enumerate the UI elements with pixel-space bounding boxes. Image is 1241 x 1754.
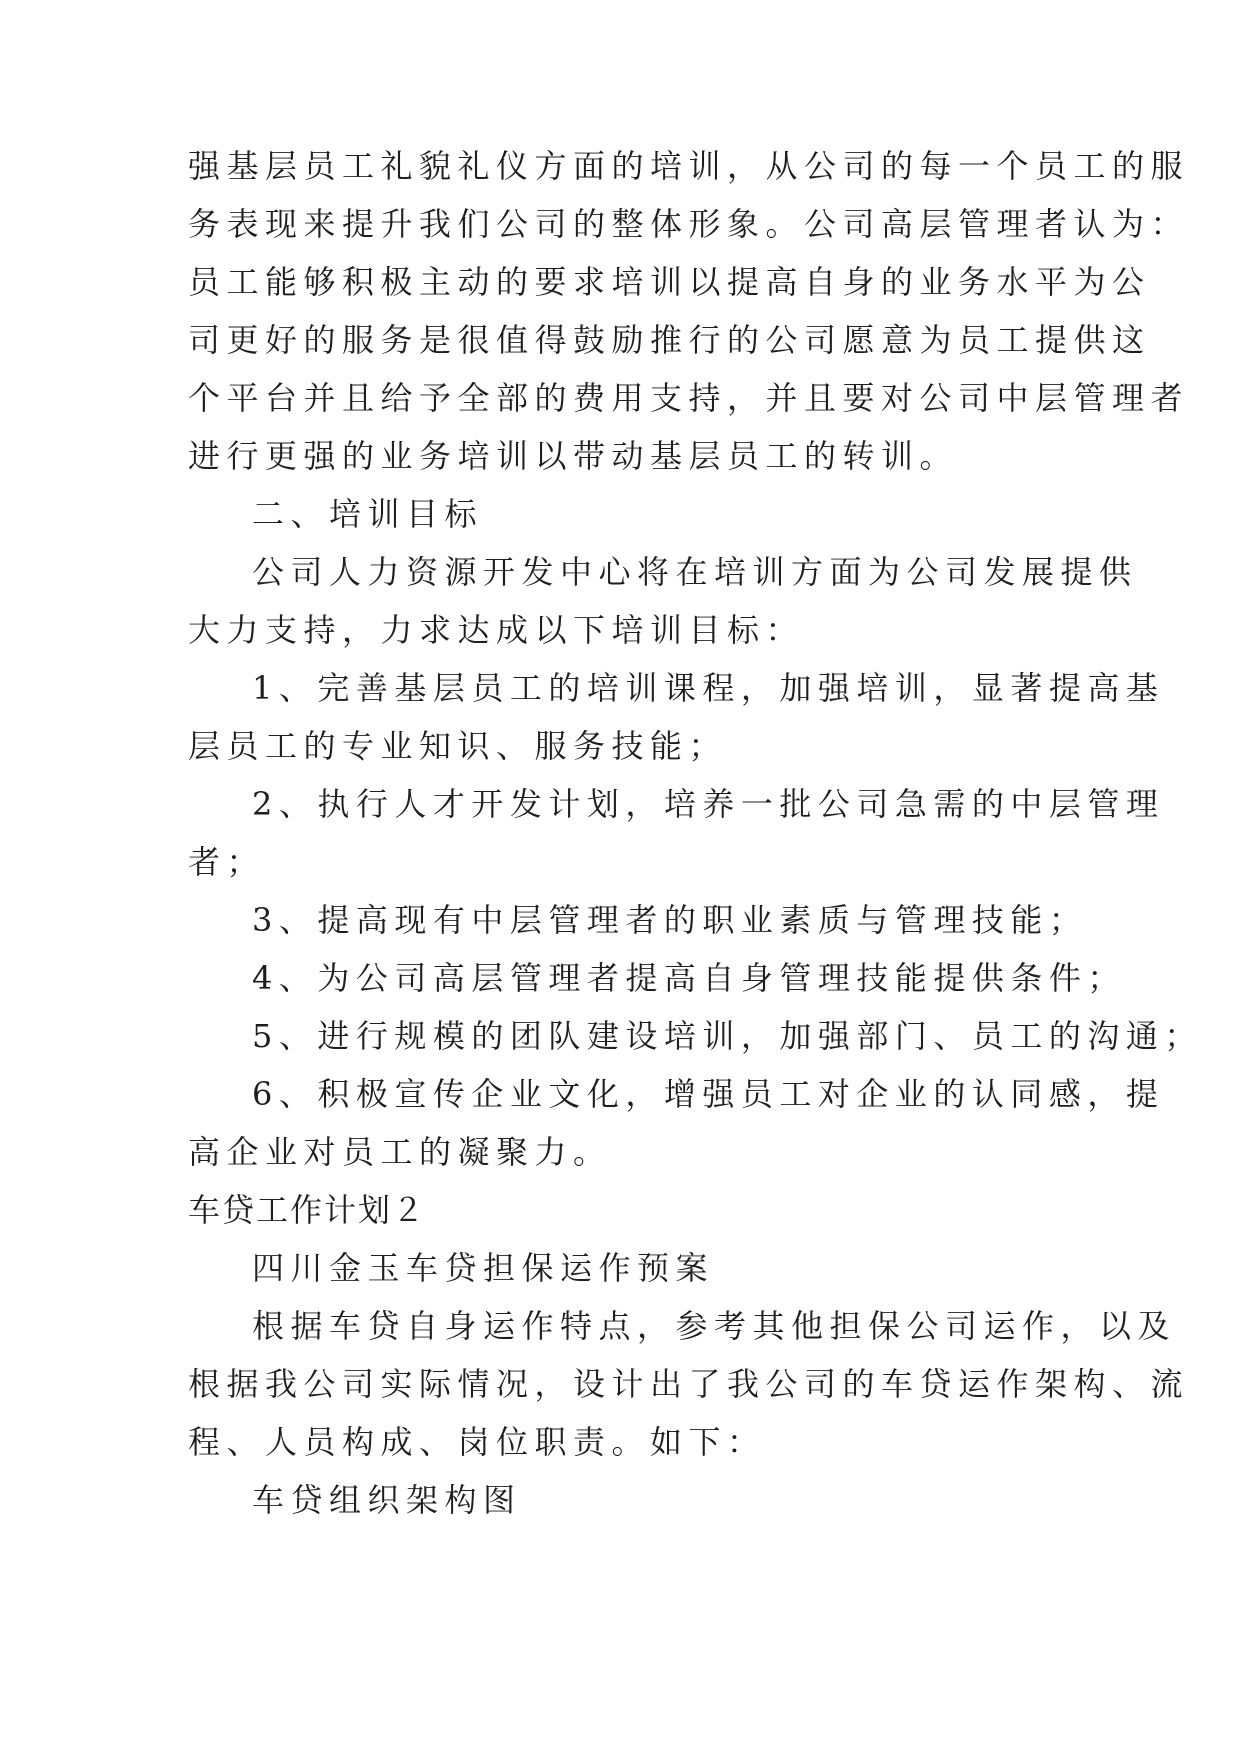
list-item-5: 5、进行规模的团队建设培训，加强部门、员工的沟通； <box>252 1017 1203 1055</box>
paragraph-line: 司更好的服务是很值得鼓励推行的公司愿意为员工提供这 <box>188 321 1151 359</box>
subheading-org-chart: 车贷组织架构图 <box>252 1481 522 1519</box>
subheading-operation-plan: 四川金玉车贷担保运作预案 <box>252 1249 715 1287</box>
list-item-6: 6、积极宣传企业文化，增强员工对企业的认同感，提 <box>252 1075 1165 1113</box>
paragraph-line: 根据我公司实际情况，设计出了我公司的车贷运作架构、流 <box>188 1365 1190 1403</box>
paragraph-line: 程、人员构成、岗位职责。如下： <box>188 1423 766 1461</box>
paragraph-line: 公司人力资源开发中心将在培训方面为公司发展提供 <box>252 553 1138 591</box>
paragraph-line: 强基层员工礼貌礼仪方面的培训，从公司的每一个员工的服 <box>188 147 1190 185</box>
paragraph-line: 务表现来提升我们公司的整体形象。公司高层管理者认为： <box>188 205 1190 243</box>
list-item-1-continuation: 层员工的专业知识、服务技能； <box>188 727 728 765</box>
section-title-car-loan-plan-2: 车贷工作计划２ <box>188 1191 427 1229</box>
paragraph-line: 大力支持，力求达成以下培训目标： <box>188 611 805 649</box>
list-item-3: 3、提高现有中层管理者的职业素质与管理技能； <box>252 901 1088 939</box>
paragraph-line: 根据车贷自身运作特点，参考其他担保公司运作，以及 <box>252 1307 1177 1345</box>
list-item-2-continuation: 者； <box>188 843 266 881</box>
list-item-4: 4、为公司高层管理者提高自身管理技能提供条件； <box>252 959 1126 997</box>
list-item-1: 1、完善基层员工的培训课程，加强培训，显著提高基 <box>252 669 1165 707</box>
paragraph-line: 进行更强的业务培训以带动基层员工的转训。 <box>188 437 959 475</box>
section-heading-training-goals: 二、培训目标 <box>252 495 484 533</box>
paragraph-line: 个平台并且给予全部的费用支持，并且要对公司中层管理者 <box>188 379 1190 417</box>
list-item-6-continuation: 高企业对员工的凝聚力。 <box>188 1133 612 1171</box>
list-item-2: 2、执行人才开发计划，培养一批公司急需的中层管理 <box>252 785 1165 823</box>
paragraph-line: 员工能够积极主动的要求培训以提高自身的业务水平为公 <box>188 263 1151 301</box>
